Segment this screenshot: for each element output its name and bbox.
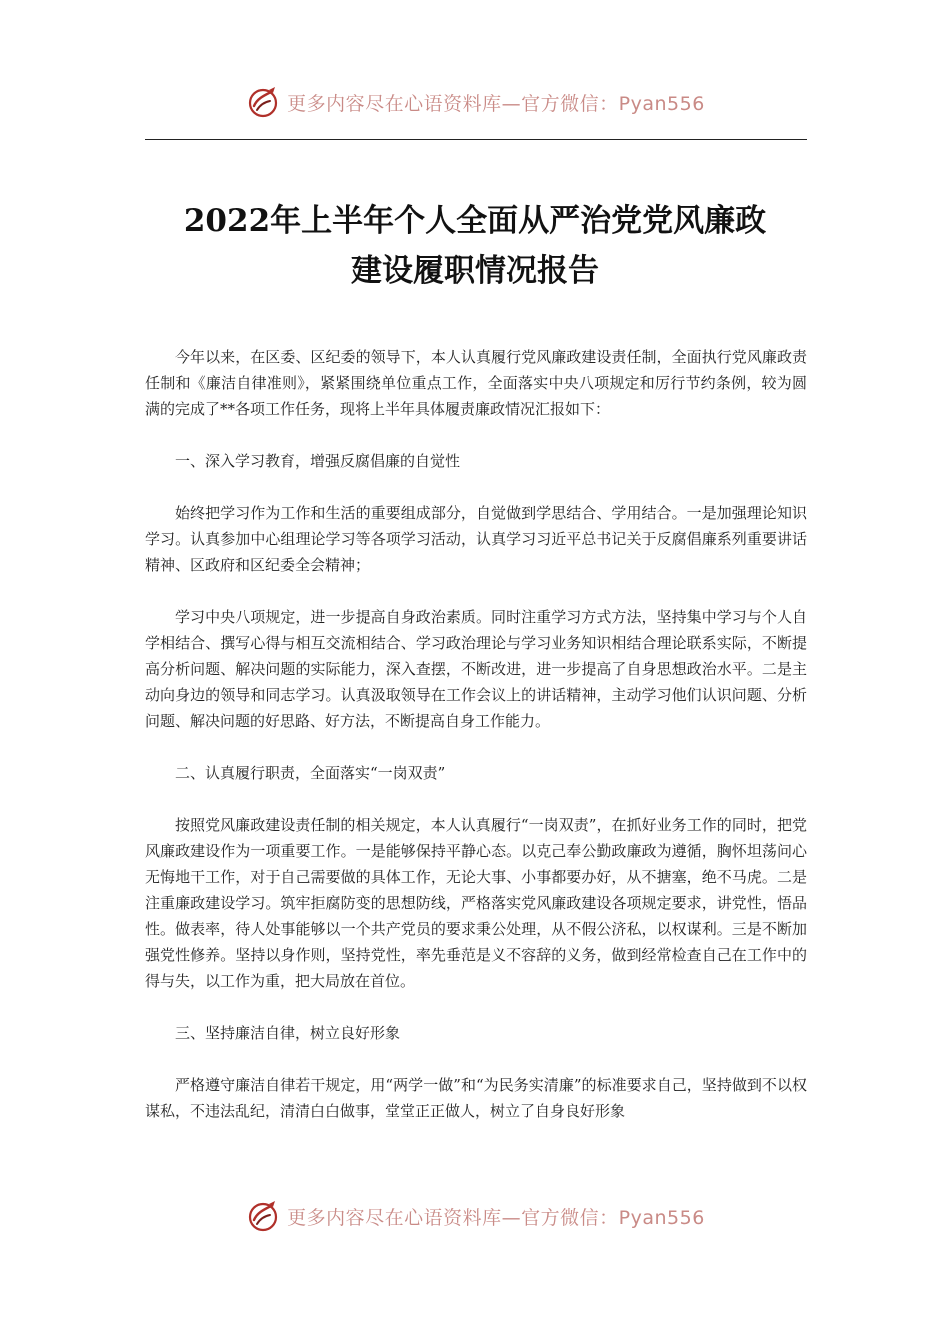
footer-watermark [0,1196,950,1236]
body-paragraph: 学习中央八项规定，进一步提高自身政治素质。同时注重学习方式方法，坚持集中学习与个人自学相结合、撰写心得与相互交流相结合、学习政治理论与学习业务知识相结合理论联系实际，不断提高分析问题、解决问题的实际能力，深入查摆，不断改进，进一步提高了自身思想政治水平。二是主动向身边的领导和同志学习。认真汲取领导在工作会议上的讲话精神，主动学习他们认识问题、分析问题、解决问题的好思路、好方法，不断提高自身工作能力。 [145,608,807,730]
section-heading-3: 三、坚持廉洁自律，树立良好形象 [175,1024,401,1042]
title-line-2: 建设履职情况报告 [351,253,599,289]
intro-paragraph: 今年以来，在区委、区纪委的领导下，本人认真履行党风廉政建设责任制，全面执行党风廉政责任制和《廉洁自律准则》，紧紧围绕单位重点工作，全面落实中央八项规定和厉行节约条例，较为圆满的完成了**各项工作任务，现将上半年具体履责廉政情况汇报如下： [145,348,807,418]
document-title [120,196,830,296]
header-divider [145,139,807,140]
hand-pen-logo-icon [245,1198,281,1234]
watermark-text: 更多内容尽在心语资料库—官方微信：Pyan556 [287,1206,705,1229]
body-paragraph: 严格遵守廉洁自律若干规定，用“两学一做”和“为民务实清廉”的标准要求自己，坚持做到不以权谋私，不违法乱纪，清清白白做事，堂堂正正做人，树立了自身良好形象 [145,1076,807,1120]
body-paragraph: 始终把学习作为工作和生活的重要组成部分，自觉做到学思结合、学用结合。一是加强理论知识学习。认真参加中心组理论学习等各项学习活动，认真学习习近平总书记关于反腐倡廉系列重要讲话精神、区政府和区纪委全会精神； [145,504,807,574]
title-line-1: 2022年上半年个人全面从严治党党风廉政 [183,203,767,239]
document-body [145,344,807,1124]
section-heading-1: 一、深入学习教育，增强反腐倡廉的自觉性 [175,452,461,470]
section-heading-2: 二、认真履行职责，全面落实“一岗双责” [175,764,446,782]
hand-pen-logo-icon [245,84,281,120]
watermark-text: 更多内容尽在心语资料库—官方微信：Pyan556 [287,92,705,115]
body-paragraph: 按照党风廉政建设责任制的相关规定，本人认真履行“一岗双责”，在抓好业务工作的同时，把党风廉政建设作为一项重要工作。一是能够保持平静心态。以克己奉公勤政廉政为遵循，胸怀坦荡问心无悔地干工作，对于自己需要做的具体工作，无论大事、小事都要办好，从不搪塞，绝不马虎。二是注重廉政建设学习。筑牢拒腐防变的思想防线，严格落实党风廉政建设各项规定要求，讲党性，悟品性。做表率，待人处事能够以一个共产党员的要求秉公处理，从不假公济私，以权谋利。三是不断加强党性修养。坚持以身作则，坚持党性，率先垂范是义不容辞的义务，做到经常检查自己在工作中的得与失，以工作为重，把大局放在首位。 [145,816,807,990]
header-watermark [0,82,950,122]
